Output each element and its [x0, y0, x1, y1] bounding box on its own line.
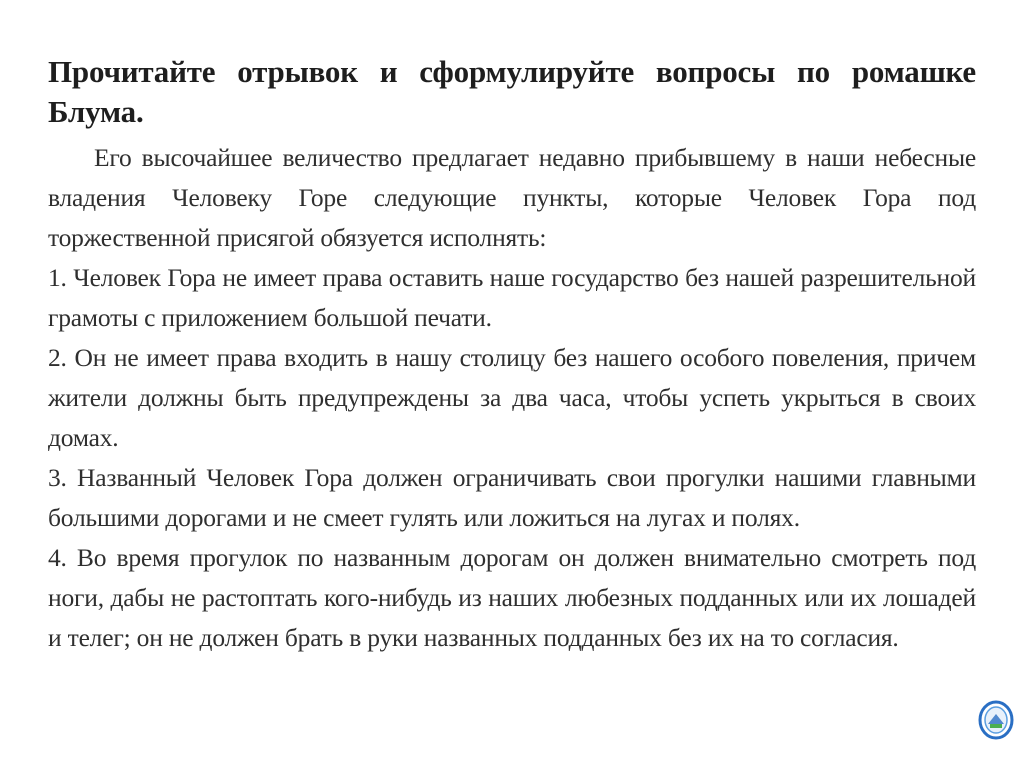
- list-item-2: 2. Он не имеет права входить в нашу столицу без нашего особого повеления, причем жители должны быть предупреждены за два часа, чтобы успеть укрыться в своих домах.: [48, 343, 976, 452]
- list-item-3: 3. Названный Человек Гора должен ограничивать свои прогулки нашими главными большими дорогами и не смеет гулять или ложиться на лугах и полях.: [48, 463, 976, 532]
- list-item-4: 4. Во время прогулок по названным дорогам он должен внимательно смотреть под ноги, дабы не растоптать кого-нибудь из наших любезных подданных или их лошадей и телег; он не должен брать в руки названных подданных без их на то согласия.: [48, 543, 976, 652]
- round-emblem-icon: [978, 700, 1014, 740]
- intro-paragraph: Его высочайшее величество предлагает недавно прибывшему в наши небесные владения Человеку Горе следующие пункты, которые Человек Гора под торжественной присягой обязуется исполнять:: [48, 143, 976, 252]
- page-title: Прочитайте отрывок и сформулируйте вопросы по ромашке Блума.: [48, 54, 976, 129]
- list-item-1: 1. Человек Гора не имеет права оставить наше государство без нашей разрешительной грамоты с приложением большой печати.: [48, 263, 976, 332]
- document-body: [48, 52, 976, 658]
